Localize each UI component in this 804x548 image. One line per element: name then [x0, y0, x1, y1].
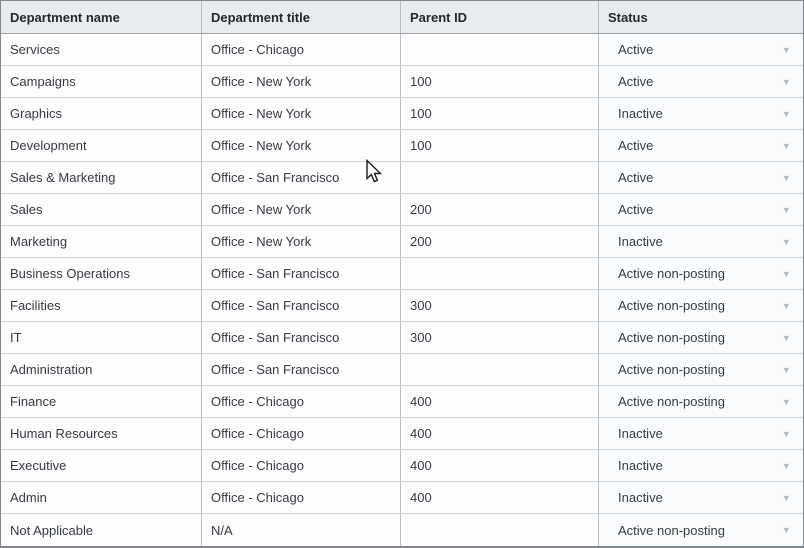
chevron-down-icon: ▾	[783, 298, 789, 312]
status-dropdown[interactable]	[599, 386, 803, 417]
status-value: Inactive	[618, 234, 663, 249]
status-dropdown[interactable]	[599, 194, 803, 225]
cell-parent-id	[401, 354, 599, 385]
status-value: Active non-posting	[618, 266, 725, 281]
chevron-down-icon: ▾	[783, 426, 789, 440]
cell-parent-id: 300	[401, 290, 599, 321]
status-value: Inactive	[618, 426, 663, 441]
column-header-parent-id: Parent ID	[401, 1, 599, 33]
cell-department-title: Office - Chicago	[202, 418, 401, 449]
status-dropdown[interactable]	[599, 258, 803, 289]
status-dropdown[interactable]	[599, 290, 803, 321]
table-row	[1, 482, 803, 514]
cell-department-name: Not Applicable	[1, 514, 202, 546]
column-header-department-title: Department title	[202, 1, 401, 33]
cell-parent-id: 400	[401, 482, 599, 513]
cell-department-title: Office - New York	[202, 194, 401, 225]
chevron-down-icon: ▾	[783, 42, 789, 56]
status-dropdown[interactable]	[599, 226, 803, 257]
status-value: Active non-posting	[618, 330, 725, 345]
chevron-down-icon: ▾	[783, 74, 789, 88]
status-dropdown[interactable]	[599, 450, 803, 481]
cell-department-title: N/A	[202, 514, 401, 546]
cell-department-name: Marketing	[1, 226, 202, 257]
cell-department-title: Office - New York	[202, 130, 401, 161]
status-value: Active non-posting	[618, 298, 725, 313]
status-value: Active non-posting	[618, 522, 725, 538]
cell-department-name: Graphics	[1, 98, 202, 129]
status-dropdown[interactable]	[599, 162, 803, 193]
status-value: Inactive	[618, 458, 663, 473]
status-value: Active	[618, 42, 654, 57]
chevron-down-icon: ▾	[783, 330, 789, 344]
cell-department-title: Office - San Francisco	[202, 258, 401, 289]
table-row	[1, 66, 803, 98]
cell-department-name: Development	[1, 130, 202, 161]
table-row	[1, 514, 803, 546]
table-row	[1, 450, 803, 482]
chevron-down-icon: ▾	[783, 394, 789, 408]
cell-department-title: Office - New York	[202, 66, 401, 97]
cell-parent-id	[401, 162, 599, 193]
cell-parent-id	[401, 514, 599, 546]
cell-department-title: Office - New York	[202, 98, 401, 129]
table-row	[1, 322, 803, 354]
chevron-down-icon: ▾	[783, 138, 789, 152]
cell-department-name: Facilities	[1, 290, 202, 321]
table-row	[1, 258, 803, 290]
status-value: Active non-posting	[618, 362, 725, 377]
cell-parent-id: 400	[401, 418, 599, 449]
cell-parent-id: 400	[401, 450, 599, 481]
table-row	[1, 386, 803, 418]
cell-parent-id: 200	[401, 226, 599, 257]
chevron-down-icon: ▾	[783, 458, 789, 472]
chevron-down-icon: ▾	[783, 170, 789, 184]
chevron-down-icon: ▾	[783, 362, 789, 376]
status-dropdown[interactable]	[599, 418, 803, 449]
status-value: Active	[618, 138, 654, 153]
status-value: Active	[618, 202, 654, 217]
status-dropdown[interactable]	[599, 34, 803, 65]
table-row	[1, 194, 803, 226]
cell-department-title: Office - Chicago	[202, 482, 401, 513]
table-row	[1, 162, 803, 194]
cell-parent-id	[401, 258, 599, 289]
table-body	[1, 34, 803, 546]
table-row	[1, 290, 803, 322]
cell-department-title: Office - San Francisco	[202, 322, 401, 353]
table-row	[1, 354, 803, 386]
cell-department-title: Office - San Francisco	[202, 290, 401, 321]
status-value: Active	[618, 170, 654, 185]
cell-department-name: IT	[1, 322, 202, 353]
cell-parent-id: 100	[401, 130, 599, 161]
cell-department-name: Campaigns	[1, 66, 202, 97]
status-value: Active	[618, 74, 654, 89]
cell-department-name: Admin	[1, 482, 202, 513]
chevron-down-icon: ▾	[783, 523, 789, 537]
status-dropdown[interactable]	[599, 482, 803, 513]
chevron-down-icon: ▾	[783, 202, 789, 216]
status-value: Active non-posting	[618, 394, 725, 409]
cell-department-title: Office - Chicago	[202, 386, 401, 417]
status-dropdown[interactable]	[599, 130, 803, 161]
cell-parent-id: 200	[401, 194, 599, 225]
cell-department-name: Human Resources	[1, 418, 202, 449]
cell-department-title: Office - San Francisco	[202, 354, 401, 385]
table-row	[1, 130, 803, 162]
column-header-status: Status	[608, 9, 648, 25]
cell-parent-id: 100	[401, 66, 599, 97]
cell-department-title: Office - Chicago	[202, 34, 401, 65]
table-row	[1, 418, 803, 450]
cell-parent-id: 400	[401, 386, 599, 417]
chevron-down-icon: ▾	[783, 106, 789, 120]
table-header-row	[1, 1, 803, 34]
status-dropdown[interactable]	[599, 322, 803, 353]
table-row	[1, 226, 803, 258]
chevron-down-icon: ▾	[783, 234, 789, 248]
column-header-department-name: Department name	[1, 1, 202, 33]
status-dropdown[interactable]	[599, 514, 803, 546]
cell-department-name: Executive	[1, 450, 202, 481]
cell-department-title: Office - New York	[202, 226, 401, 257]
chevron-down-icon: ▾	[783, 266, 789, 280]
cell-department-name: Sales & Marketing	[1, 162, 202, 193]
cell-department-name: Administration	[1, 354, 202, 385]
table-row	[1, 34, 803, 66]
status-value: Inactive	[618, 106, 663, 121]
cell-department-name: Sales	[1, 194, 202, 225]
cell-department-name: Services	[1, 34, 202, 65]
status-value: Inactive	[618, 490, 663, 505]
status-dropdown[interactable]	[599, 354, 803, 385]
table-row	[1, 98, 803, 130]
status-dropdown[interactable]	[599, 66, 803, 97]
cell-department-name: Business Operations	[1, 258, 202, 289]
cell-parent-id: 300	[401, 322, 599, 353]
cell-parent-id	[401, 34, 599, 65]
status-dropdown[interactable]	[599, 98, 803, 129]
cell-department-title: Office - San Francisco	[202, 162, 401, 193]
chevron-down-icon: ▾	[783, 490, 789, 504]
cell-department-title: Office - Chicago	[202, 450, 401, 481]
cell-department-name: Finance	[1, 386, 202, 417]
cell-parent-id: 100	[401, 98, 599, 129]
